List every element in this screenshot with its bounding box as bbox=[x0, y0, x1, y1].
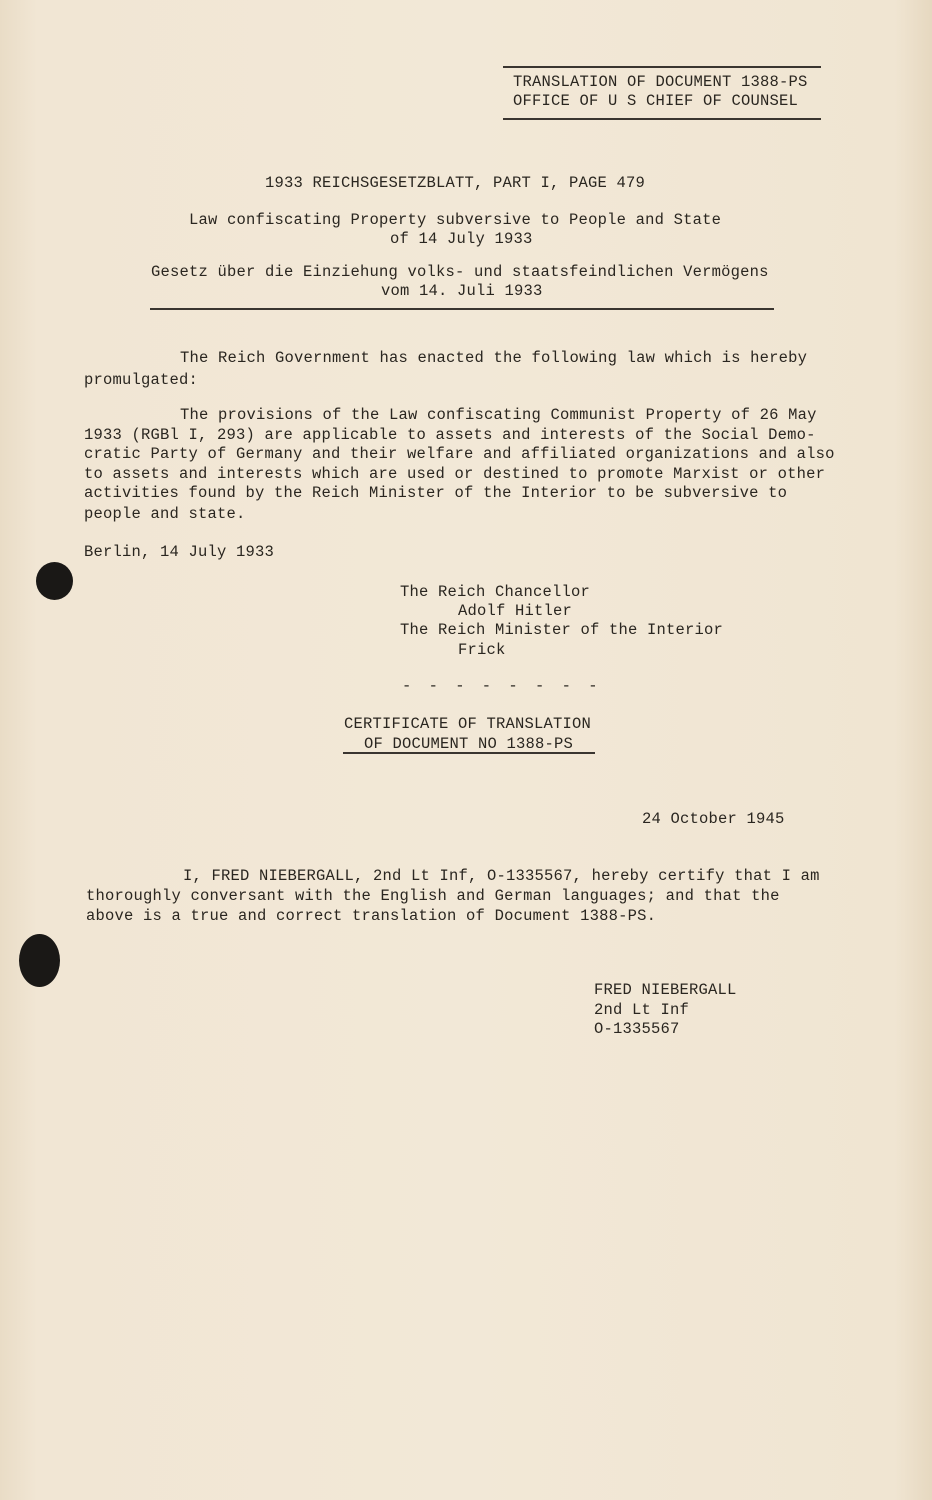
signer-name: FRED NIEBERGALL bbox=[594, 981, 737, 999]
para1-line-1: The Reich Government has enacted the following law which is hereby bbox=[180, 349, 808, 367]
punch-hole-top bbox=[36, 562, 73, 600]
para1-line-2: promulgated: bbox=[84, 371, 199, 389]
signer-serial: O-1335567 bbox=[594, 1020, 680, 1038]
para2-line-1: The provisions of the Law confiscating Communist Property of 26 May bbox=[180, 406, 817, 424]
separator: - - - - - - - - bbox=[402, 677, 602, 695]
certificate-heading-2: OF DOCUMENT NO 1388-PS bbox=[364, 735, 574, 753]
title-rule bbox=[150, 308, 774, 310]
certificate-rule bbox=[343, 752, 595, 754]
certificate-date: 24 October 1945 bbox=[642, 810, 785, 828]
source-title: 1933 REICHSGESETZBLATT, PART I, PAGE 479 bbox=[265, 174, 646, 192]
punch-hole-bottom bbox=[19, 934, 60, 987]
place-date: Berlin, 14 July 1933 bbox=[84, 543, 275, 561]
certificate-text-line-3: above is a true and correct translation of Document 1388-PS. bbox=[86, 907, 657, 925]
para2-line-5: activities found by the Reich Minister of the Interior to be subversive to bbox=[84, 484, 788, 502]
para2-line-6: people and state. bbox=[84, 505, 246, 523]
signature-name-1: Adolf Hitler bbox=[458, 602, 573, 620]
para2-line-3: cratic Party of Germany and their welfare and affiliated organizations and also bbox=[84, 445, 835, 463]
german-title-line-2: vom 14. Juli 1933 bbox=[381, 282, 543, 300]
german-title-line-1: Gesetz über die Einziehung volks- und staatsfeindlichen Vermögens bbox=[151, 263, 769, 281]
header-line-1: TRANSLATION OF DOCUMENT 1388-PS bbox=[513, 73, 808, 91]
header-line-2: OFFICE OF U S CHIEF OF COUNSEL bbox=[513, 92, 799, 110]
signature-title-2: The Reich Minister of the Interior bbox=[400, 621, 724, 639]
signature-name-2: Frick bbox=[458, 641, 506, 659]
para2-line-2: 1933 (RGBl I, 293) are applicable to assets and interests of the Social Demo- bbox=[84, 426, 816, 444]
certificate-text-line-1: I, FRED NIEBERGALL, 2nd Lt Inf, O-1335567, hereby certify that I am bbox=[183, 867, 820, 885]
english-title-line-1: Law confiscating Property subversive to People and State bbox=[189, 211, 722, 229]
para2-line-4: to assets and interests which are used or destined to promote Marxist or other bbox=[84, 465, 826, 483]
certificate-text-line-2: thoroughly conversant with the English and German languages; and that the bbox=[86, 887, 780, 905]
signer-rank: 2nd Lt Inf bbox=[594, 1001, 690, 1019]
english-title-line-2: of 14 July 1933 bbox=[390, 230, 533, 248]
signature-title-1: The Reich Chancellor bbox=[400, 583, 591, 601]
certificate-heading-1: CERTIFICATE OF TRANSLATION bbox=[344, 715, 592, 733]
